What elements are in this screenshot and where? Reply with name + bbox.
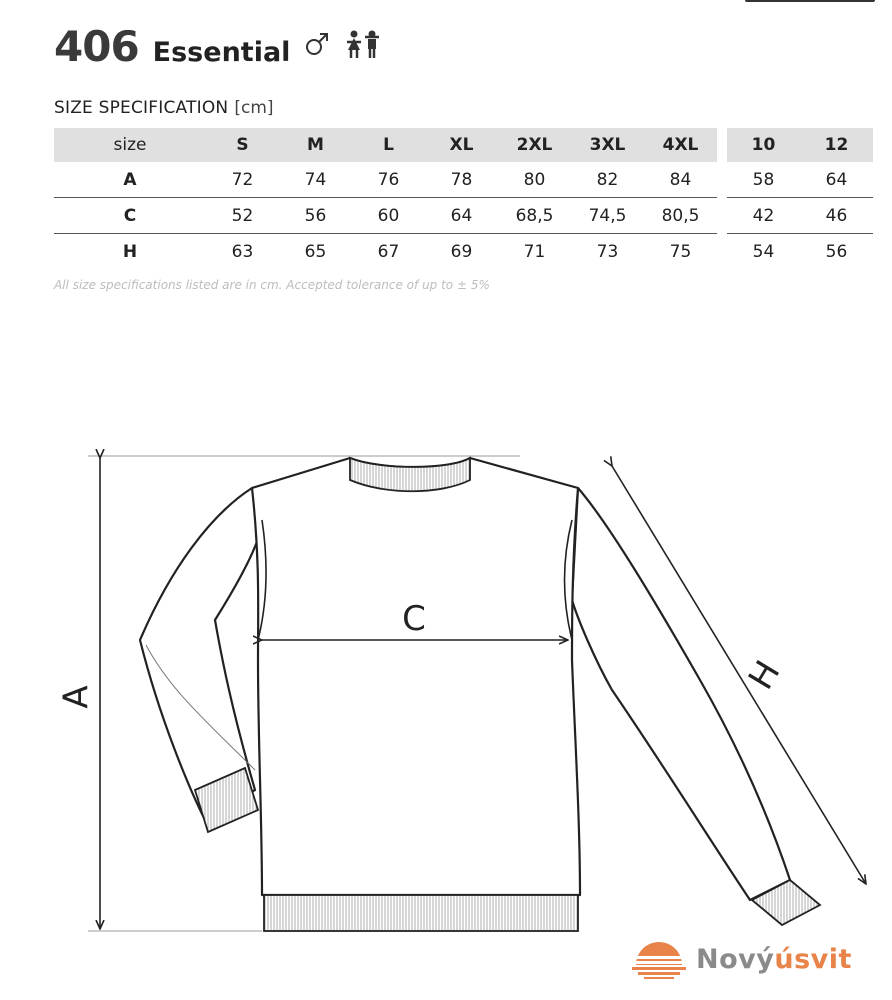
table-cell: 69 xyxy=(450,241,473,262)
table-cell: 72 xyxy=(206,162,279,198)
table-cell: 64 xyxy=(425,198,498,234)
size-header-cell: 4XL xyxy=(644,128,717,162)
waistband-rib xyxy=(264,895,578,931)
logo-text-accent: úsvit xyxy=(774,943,852,975)
row-label: H xyxy=(122,241,138,262)
logo-text-main: Nový xyxy=(696,943,775,975)
table-gap xyxy=(717,198,727,234)
table-cell: 82 xyxy=(571,162,644,198)
measure-a-label: A xyxy=(56,685,97,709)
table-cell: 65 xyxy=(304,241,327,262)
brand-wordmark-fragment xyxy=(745,0,875,2)
measure-h-label: H xyxy=(740,653,789,697)
size-header-cell: 2XL xyxy=(498,128,571,162)
section-title-text: SIZE SPECIFICATION xyxy=(54,98,229,118)
collar-rib xyxy=(350,458,470,491)
table-gap xyxy=(717,162,727,198)
male-icon xyxy=(304,31,330,57)
table-gap xyxy=(717,234,727,270)
table-row xyxy=(54,198,873,234)
table-cell: 67 xyxy=(377,241,400,262)
table-cell: 64 xyxy=(800,162,873,198)
size-header-cell: 3XL xyxy=(571,128,644,162)
table-cell: 78 xyxy=(425,162,498,198)
row-label: A xyxy=(54,162,206,198)
measure-c-label: C xyxy=(402,599,426,639)
size-column-header: size xyxy=(54,128,206,162)
logo-text xyxy=(696,944,852,975)
product-header xyxy=(54,22,382,82)
table-cell: 56 xyxy=(279,198,352,234)
table-cell: 74,5 xyxy=(571,198,644,234)
table-cell: 80 xyxy=(498,162,571,198)
table-cell: 84 xyxy=(644,162,717,198)
table-cell: 56 xyxy=(825,241,848,262)
table-cell: 74 xyxy=(279,162,352,198)
tolerance-note: All size specifications listed are in cm. Accepted tolerance of up to ± 5% xyxy=(54,278,490,292)
table-cell: 80,5 xyxy=(644,198,717,234)
kids-icon xyxy=(344,29,382,59)
table-cell: 58 xyxy=(727,162,800,198)
kid-size-header-cell: 10 xyxy=(727,128,800,162)
size-header-cell: S xyxy=(206,128,279,162)
table-row xyxy=(54,234,873,270)
table-cell: 73 xyxy=(596,241,619,262)
gender-icons xyxy=(304,29,382,59)
table-gap xyxy=(717,128,727,162)
table-cell: 54 xyxy=(752,241,775,262)
table-cell: 42 xyxy=(727,198,800,234)
size-table xyxy=(54,128,873,269)
table-cell: 71 xyxy=(523,241,546,262)
sweatshirt-outline xyxy=(140,458,790,900)
table-cell: 46 xyxy=(800,198,873,234)
sunrise-logo-icon xyxy=(630,939,688,979)
novy-usvit-logo xyxy=(630,935,852,983)
row-label: C xyxy=(54,198,206,234)
kid-size-header-cell: 12 xyxy=(800,128,873,162)
sweatshirt-diagram xyxy=(0,420,892,950)
table-cell: 76 xyxy=(352,162,425,198)
table-cell: 52 xyxy=(206,198,279,234)
size-header-cell: XL xyxy=(425,128,498,162)
size-header-cell: L xyxy=(352,128,425,162)
size-header-cell: M xyxy=(279,128,352,162)
table-cell: 63 xyxy=(231,241,254,262)
section-title xyxy=(54,98,274,118)
table-cell: 68,5 xyxy=(498,198,571,234)
model-number: 406 xyxy=(54,22,139,71)
table-cell: 75 xyxy=(669,241,692,262)
table-row xyxy=(54,162,873,198)
table-cell: 60 xyxy=(352,198,425,234)
size-table-header xyxy=(54,128,873,162)
model-name: Essential xyxy=(152,37,291,68)
section-title-unit: [cm] xyxy=(234,98,274,118)
